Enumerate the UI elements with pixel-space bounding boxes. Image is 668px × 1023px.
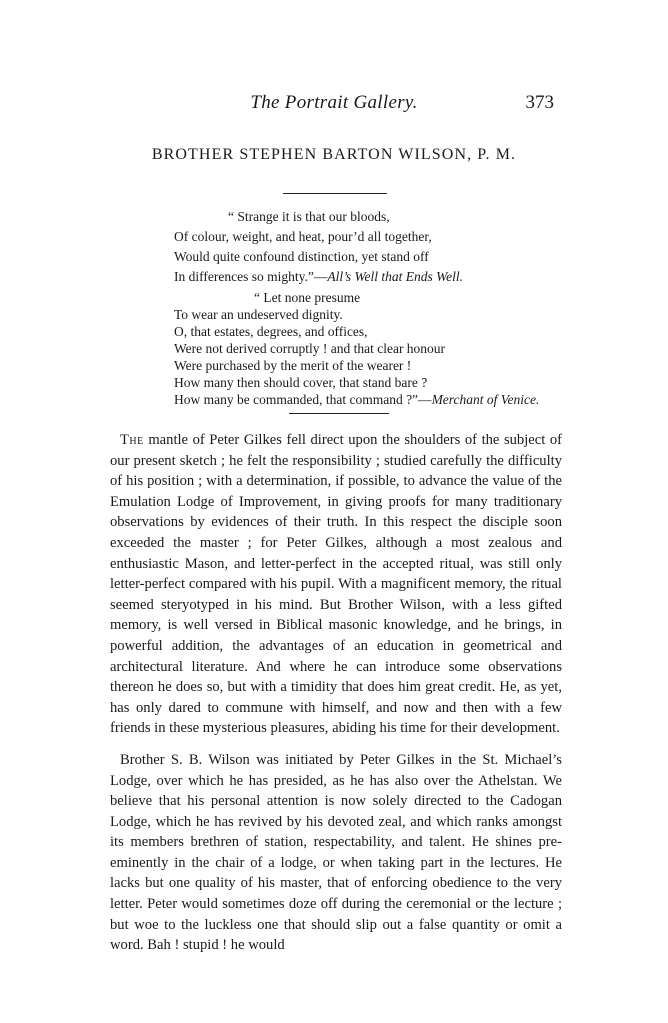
paragraph-lead-word: The bbox=[120, 432, 144, 448]
epigraph-2-line: Were purchased by the merit of the wearer ! bbox=[174, 358, 412, 373]
epigraph-2-line: Were not derived corruptly ! and that clear honour bbox=[174, 341, 446, 356]
epigraph-2-line: “ Let none presume bbox=[254, 290, 361, 305]
paragraph bbox=[110, 430, 562, 739]
running-head-title: The Portrait Gallery. bbox=[250, 92, 418, 113]
divider-rule-bottom bbox=[289, 413, 389, 414]
article-heading: BROTHER STEPHEN BARTON WILSON, P. M. bbox=[151, 146, 517, 163]
epigraph-2-line: O, that estates, degrees, and offices, bbox=[174, 324, 368, 339]
paragraph: Brother S. B. Wilson was initiated by Peter Gilkes in the St. Michael’s Lodge, over which he has presided, as he has also over the Athelstan. We believe that his personal attention is now solely directed to the Cadogan Lodge, which he has revived by his devoted zeal, and which ranks amongst its members brethren of station, respectability, and talent. He shines pre-eminently in the chair of a lodge, or when taking part in the lectures. He lacks but one quality of his master, that of enforcing obedience to the very letter. Peter would sometimes doze off during the ceremonial or the lecture ; but woe to the luckless one that should slip out a false quantity or omit a word. Bah ! stupid ! he would bbox=[110, 751, 562, 954]
epigraph-2-line bbox=[174, 392, 539, 408]
epigraph-1-line: Would quite confound distinction, yet stand off bbox=[174, 249, 429, 264]
running-head bbox=[0, 92, 668, 118]
epigraph-1-line bbox=[174, 269, 463, 285]
epigraph-1-line: “ Strange it is that our bloods, bbox=[228, 209, 390, 224]
paragraph-text: mantle of Peter Gilkes fell direct upon the shoulders of the subject of our present sketch ; he felt the responsibility ; studied carefully the difficulty of his position ; with a determination, if possible, to advance the value of the Emulation Lodge of Improvement, in giving proofs for many traditionary observations by evidences of their truth. In this respect the disciple soon exceeded the master ; for Peter Gilkes, although a most zealous and enthusiastic Mason, and letter-perfect in the accepted ritual, was still only letter-perfect compared with his pupil. With a magnificent memory, the ritual seemed steryotyped in his mind. But Brother Wilson, with a less gifted memory, is well versed in Biblical masonic knowledge, and he brings, in powerful addition, the advantages of an education in geometrical and architectural literature. And where he can introduce some observations thereon he does so, but with a timidity that does him great credit. He, as yet, has only dared to commune with himself, and now and then with a few friends in these mysterious pleasures, abiding his time for their development. bbox=[110, 432, 562, 737]
epigraph-2-source: Merchant of Venice. bbox=[431, 392, 540, 407]
epigraph-2-line: To wear an undeserved dignity. bbox=[174, 307, 343, 322]
page-number: 373 bbox=[525, 92, 554, 113]
epigraph-1-source: All’s Well that Ends Well. bbox=[327, 269, 463, 284]
epigraph-1-text: In differences so mighty.”— bbox=[174, 269, 328, 284]
epigraph-2-line: How many then should cover, that stand bare ? bbox=[174, 375, 428, 390]
epigraph-1-line: Of colour, weight, and heat, pour’d all together, bbox=[174, 229, 432, 244]
epigraph-2-text: How many be commanded, that command ?”— bbox=[174, 392, 432, 407]
divider-rule-top bbox=[283, 193, 387, 194]
article-body bbox=[110, 430, 562, 967]
